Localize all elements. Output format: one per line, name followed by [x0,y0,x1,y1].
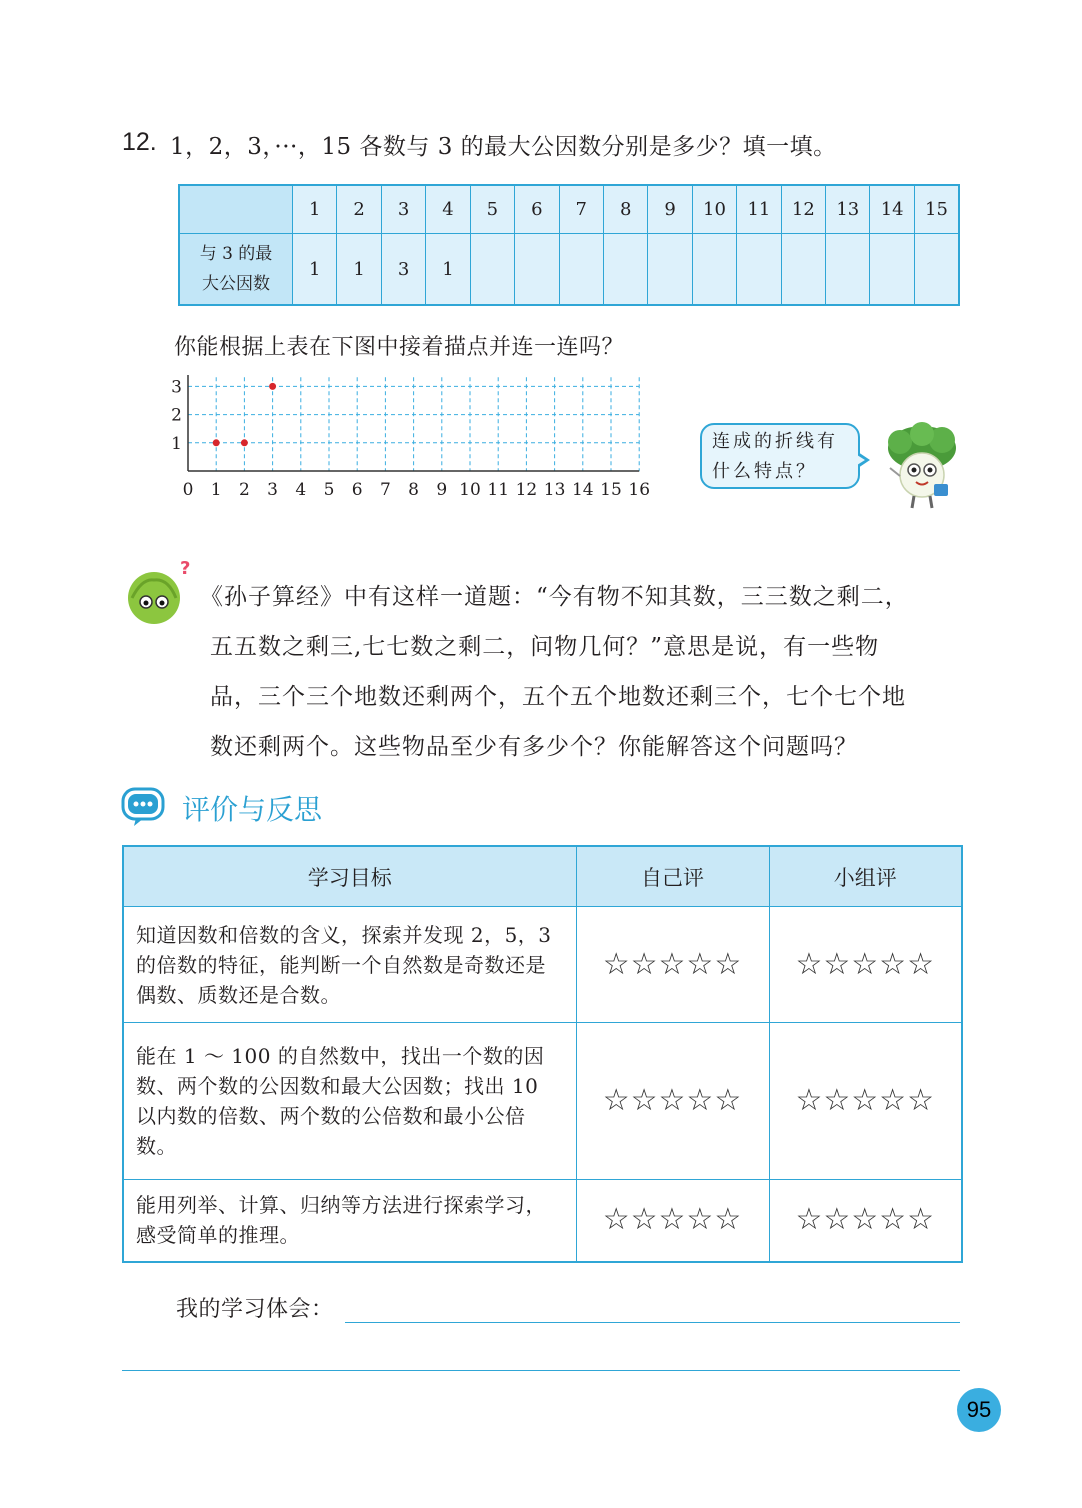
eval-group-rating-1[interactable]: ☆☆☆☆☆ [769,907,962,1023]
y-tick-label: 3 [171,377,182,398]
gcd-corner-cell [179,185,293,234]
gcd-value-7[interactable] [559,234,603,306]
svg-text:?: ? [180,558,191,579]
gcd-value-row [179,234,959,306]
sunzi-paragraph [200,572,970,772]
chat-bubble-icon [120,786,166,828]
speech-bubble [700,423,860,489]
gcd-col-8: 8 [603,185,647,234]
page-number: 95 [957,1388,1001,1432]
bok-choy-mascot-icon [880,420,965,515]
x-tick-label: 4 [295,480,307,500]
gcd-value-14[interactable] [870,234,914,306]
plot-point[interactable] [213,439,220,446]
y-tick-label: 1 [171,433,182,454]
gcd-value-1[interactable]: 1 [293,234,337,306]
gcd-col-2: 2 [337,185,381,234]
speech-bubble-tail-inner [857,455,865,465]
gcd-value-9[interactable] [648,234,692,306]
eval-self-rating-3[interactable]: ☆☆☆☆☆ [576,1180,769,1262]
x-tick-label: 0 [182,480,194,500]
gcd-table [178,184,960,306]
eval-header-group: 小组评 [769,846,962,907]
gcd-row-label [179,234,293,306]
x-tick-label: 13 [543,480,566,500]
sunzi-line-3: 品，三个三个地数还剩两个，五个五个地数还剩三个，七个七个地 [210,684,906,710]
gcd-value-6[interactable] [515,234,559,306]
gcd-value-11[interactable] [737,234,781,306]
gcd-col-15: 15 [914,185,959,234]
gcd-col-13: 13 [826,185,870,234]
plot-point[interactable] [241,439,248,446]
gcd-value-13[interactable] [826,234,870,306]
gcd-col-3: 3 [381,185,425,234]
x-tick-label: 14 [571,480,594,500]
gcd-value-8[interactable] [603,234,647,306]
x-tick-label: 5 [323,480,335,500]
eval-group-rating-2[interactable]: ☆☆☆☆☆ [769,1023,962,1180]
gcd-col-11: 11 [737,185,781,234]
eval-self-rating-2[interactable]: ☆☆☆☆☆ [576,1023,769,1180]
gcd-col-12: 12 [781,185,825,234]
y-tick-label: 2 [171,405,182,426]
x-tick-label: 10 [459,480,481,500]
eval-header-row [123,846,962,907]
eval-goal-1: 知道因数和倍数的含义，探索并发现 2，5，3 的倍数的特征，能判断一个自然数是奇数还是偶数、质数还是合数。 [123,907,576,1023]
problem-text: 1，2，3，···，15 各数与 3 的最大公因数分别是多少？填一填。 [170,134,837,160]
eval-goal-3: 能用列举、计算、归纳等方法进行探索学习，感受简单的推理。 [123,1180,576,1262]
gcd-header-row [179,185,959,234]
eval-row [123,1180,962,1262]
gcd-col-6: 6 [515,185,559,234]
section-title: 评价与反思 [182,793,323,826]
gcd-col-5: 5 [470,185,514,234]
x-tick-label: 9 [436,480,448,500]
gcd-value-12[interactable] [781,234,825,306]
x-tick-label: 2 [238,480,250,500]
x-tick-label: 3 [267,480,279,500]
plot-grid-chart[interactable] [160,375,660,530]
plot-point[interactable] [269,383,276,390]
x-tick-label: 12 [515,480,538,500]
x-tick-label: 1 [210,480,222,500]
reflection-answer-line-2[interactable] [122,1370,960,1371]
plot-prompt: 你能根据上表在下图中接着描点并连一连吗？ [174,335,625,360]
problem-number: 12. [122,128,157,156]
gcd-value-5[interactable] [470,234,514,306]
eval-row [123,1023,962,1180]
gcd-row-label-line1: 与 3 的最 [199,244,273,264]
gcd-col-7: 7 [559,185,603,234]
x-tick-label: 6 [351,480,363,500]
evaluation-table [122,845,963,1263]
x-tick-label: 8 [408,480,420,500]
reflection-label: 我的学习体会： [176,1297,334,1322]
eval-row [123,907,962,1023]
cabbage-mascot-icon [118,558,198,628]
x-tick-label: 16 [628,480,651,500]
speech-bubble-line1: 连成的折线有 [712,431,838,452]
eval-group-rating-3[interactable]: ☆☆☆☆☆ [769,1180,962,1262]
reflection-answer-line[interactable] [345,1322,960,1323]
gcd-col-4: 4 [426,185,470,234]
gcd-col-10: 10 [692,185,736,234]
x-tick-label: 11 [487,480,510,500]
gcd-col-1: 1 [293,185,337,234]
gcd-value-15[interactable] [914,234,959,306]
gcd-value-2[interactable]: 1 [337,234,381,306]
speech-bubble-line2: 什么特点？ [712,461,817,482]
gcd-col-9: 9 [648,185,692,234]
eval-header-goal: 学习目标 [123,846,576,907]
eval-header-self: 自己评 [576,846,769,907]
sunzi-line-1: 《孙子算经》中有这样一道题：“今有物不知其数，三三数之剩二， [200,584,909,610]
x-tick-label: 15 [600,480,622,500]
eval-goal-2: 能在 1 ～ 100 的自然数中，找出一个数的因数、两个数的公因数和最大公因数；找出 10 以内数的倍数、两个数的公倍数和最小公倍数。 [123,1023,576,1180]
gcd-value-4[interactable]: 1 [426,234,470,306]
gcd-value-10[interactable] [692,234,736,306]
x-tick-label: 7 [379,480,391,500]
sunzi-line-2: 五五数之剩三,七七数之剩二，问物几何？”意思是说，有一些物 [210,634,880,660]
eval-self-rating-1[interactable]: ☆☆☆☆☆ [576,907,769,1023]
gcd-row-label-line2: 大公因数 [202,274,270,294]
gcd-value-3[interactable]: 3 [381,234,425,306]
sunzi-line-4: 数还剩两个。这些物品至少有多少个？你能解答这个问题吗？ [210,734,858,760]
gcd-col-14: 14 [870,185,914,234]
